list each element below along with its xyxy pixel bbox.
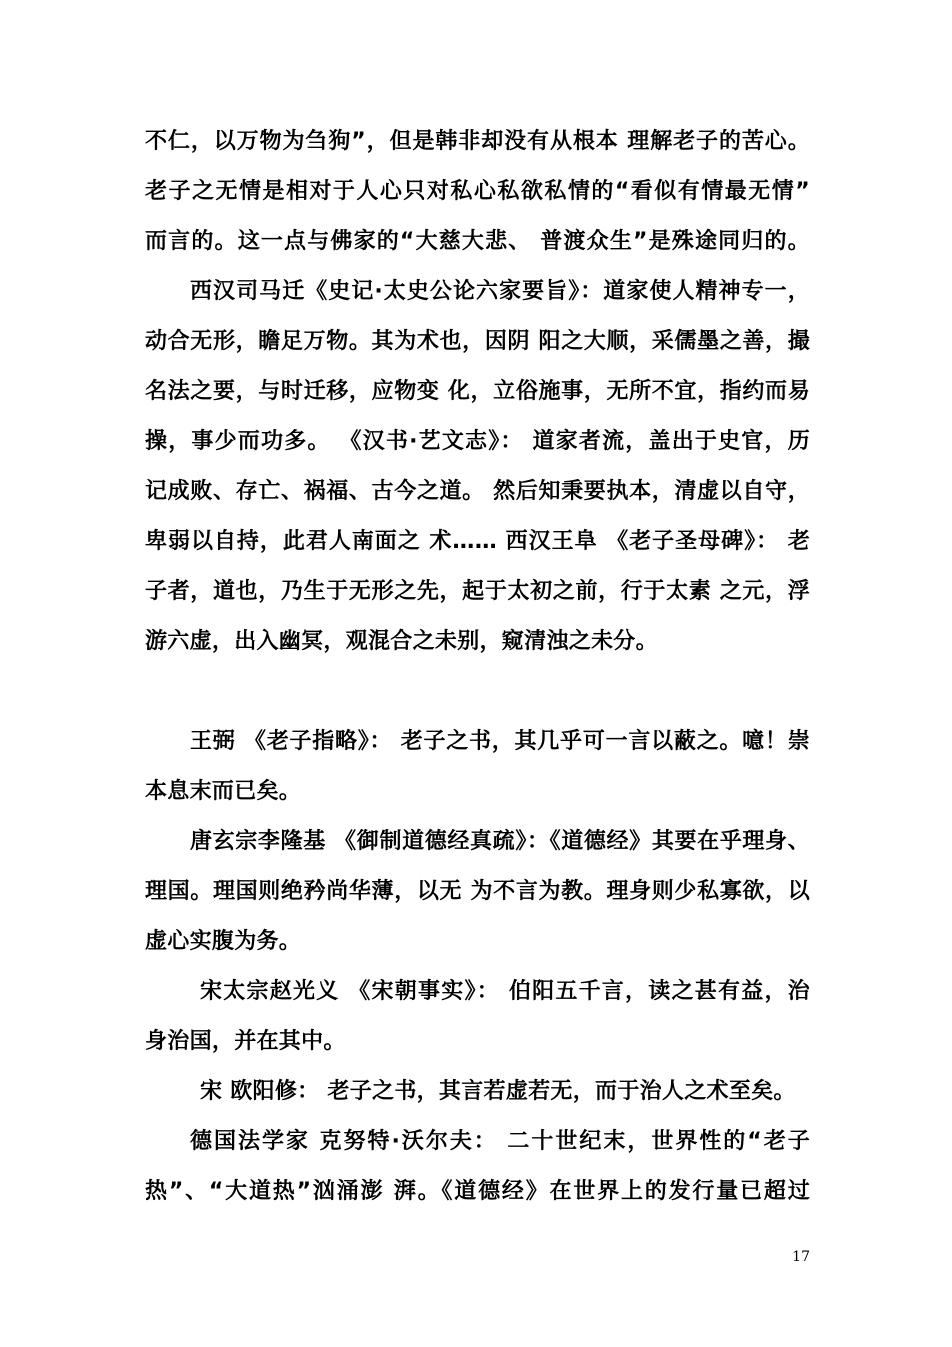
text-line: 唐玄宗李隆基 《御制道德经真疏》：《道德经》其要在乎理身、 — [190, 829, 810, 854]
text-line: 王弼 《老子指略》： 老子之书，其几乎可一言以蔽之。噫！崇 — [190, 729, 810, 754]
text-line: 不仁，以万物为刍狗”，但是韩非却没有从根本 理解老子的苦心。 — [145, 129, 810, 154]
text-line: 操，事少而功多。 《汉书·艺文志》： 道家者流，盖出于史官，历 — [145, 429, 810, 454]
text-line: 老子之无情是相对于人心只对私心私欲私情的“看似有情最无情” — [145, 179, 810, 204]
text-line: 西汉司马迁《史记·太史公论六家要旨》：道家使人精神专一， — [190, 279, 810, 304]
text-line: 动合无形，瞻足万物。其为术也，因阴 阳之大顺，采儒墨之善，撮 — [145, 329, 810, 354]
text-line: 宋太宗赵光义 《宋朝事实》： 伯阳五千言，读之甚有益，治 — [200, 979, 810, 1004]
text-line: 宋 欧阳修： 老子之书，其言若虚若无，而于治人之术至矣。 — [200, 1079, 796, 1104]
text-line: 记成败、存亡、祸福、古今之道。 然后知秉要执本，清虚以自守， — [145, 479, 810, 504]
text-line: 而言的。这一点与佛家的“大慈大悲、 普渡众生”是殊途同归的。 — [145, 229, 810, 254]
text-line: 名法之要，与时迁移，应物变 化，立俗施事，无所不宜，指约而易 — [145, 379, 810, 404]
text-line: 热”、“大道热”汹涌澎 湃。《道德经》在世界上的发行量已超过 — [145, 1179, 810, 1204]
text-line: 子者，道也，乃生于无形之先，起于太初之前，行于太素 之元，浮 — [145, 579, 810, 604]
page-number: 17 — [792, 1249, 810, 1265]
text-line: 德国法学家 克努特·沃尔夫： 二十世纪末，世界性的“老子 — [190, 1129, 810, 1154]
text-line: 游六虚，出入幽冥，观混合之未别，窥清浊之未分。 — [145, 629, 658, 654]
text-line: 理国。理国则绝矜尚华薄，以无 为不言为教。理身则少私寡欲，以 — [145, 879, 810, 904]
text-line: 虚心实腹为务。 — [145, 929, 302, 954]
text-line: 卑弱以自持，此君人南面之 术…… 西汉王阜 《老子圣母碑》： 老 — [145, 529, 810, 554]
text-line: 身治国，并在其中。 — [145, 1029, 346, 1054]
text-line: 本息末而已矣。 — [145, 779, 302, 804]
